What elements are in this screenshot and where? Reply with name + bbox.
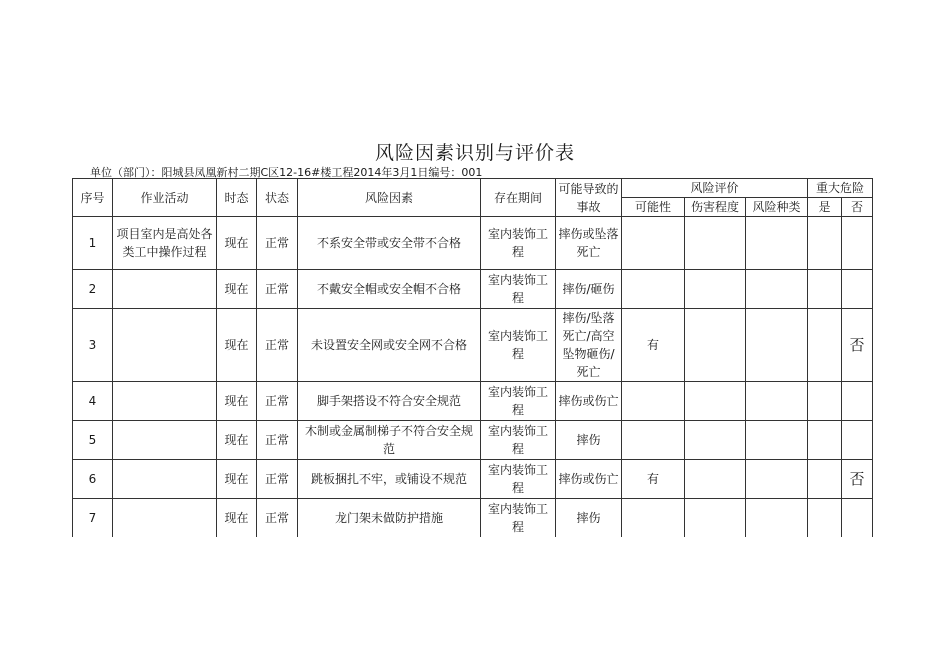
cell-state: 正常	[257, 382, 298, 421]
cell-activity: 项目室内是高处各类工中操作过程	[113, 217, 217, 270]
table-row	[73, 421, 873, 460]
header-yes: 是	[808, 198, 842, 217]
cell-state: 正常	[257, 309, 298, 382]
cell-factor: 不系安全带或安全带不合格	[298, 217, 481, 270]
cell-major-yes	[808, 309, 842, 382]
cell-major-no	[842, 421, 873, 460]
cell-factor: 跳板捆扎不牢，或铺设不规范	[298, 460, 481, 499]
cell-accident: 摔伤或伤亡	[556, 460, 622, 499]
cell-activity	[113, 382, 217, 421]
cell-likelihood	[622, 421, 685, 460]
cell-category	[746, 309, 808, 382]
cell-tense: 现在	[217, 309, 257, 382]
cell-category	[746, 499, 808, 538]
cell-tense: 现在	[217, 217, 257, 270]
cell-period: 室内装饰工程	[481, 382, 556, 421]
cell-period: 室内装饰工程	[481, 460, 556, 499]
cell-no: 3	[73, 309, 113, 382]
table-row	[73, 382, 873, 421]
cell-major-yes	[808, 270, 842, 309]
cell-harm	[685, 270, 746, 309]
header-category: 风险种类	[746, 198, 808, 217]
cell-major-no	[842, 270, 873, 309]
page-title: 风险因素识别与评价表	[374, 142, 575, 164]
header-likelihood: 可能性	[622, 198, 685, 217]
cell-major-yes	[808, 217, 842, 270]
cell-harm	[685, 499, 746, 538]
cell-accident: 摔伤或坠落死亡	[556, 217, 622, 270]
cell-likelihood	[622, 382, 685, 421]
cell-major-yes	[808, 421, 842, 460]
cell-likelihood	[622, 499, 685, 538]
cell-state: 正常	[257, 499, 298, 538]
cell-period: 室内装饰工程	[481, 499, 556, 538]
cell-period: 室内装饰工程	[481, 421, 556, 460]
table-row	[73, 270, 873, 309]
cell-no: 1	[73, 217, 113, 270]
cell-major-yes	[808, 382, 842, 421]
unit-line: 单位（部门）：阳城县凤凰新村二期C区12-16#楼工程2014年3月1日编号：001	[90, 166, 483, 179]
cell-state: 正常	[257, 217, 298, 270]
cell-factor: 脚手架搭设不符合安全规范	[298, 382, 481, 421]
cell-likelihood	[622, 217, 685, 270]
table-row	[73, 499, 873, 538]
header-period: 存在期间	[481, 179, 556, 217]
cell-harm	[685, 217, 746, 270]
header-state: 状态	[257, 179, 298, 217]
cell-period: 室内装饰工程	[481, 309, 556, 382]
cell-no: 2	[73, 270, 113, 309]
cell-accident: 摔伤或伤亡	[556, 382, 622, 421]
cell-accident: 摔伤	[556, 421, 622, 460]
header-tense: 时态	[217, 179, 257, 217]
cell-major-no	[842, 217, 873, 270]
header-eval: 风险评价	[622, 179, 808, 198]
cell-category	[746, 460, 808, 499]
cell-activity	[113, 309, 217, 382]
table-row	[73, 217, 873, 270]
header-no-col: 否	[842, 198, 873, 217]
cell-activity	[113, 421, 217, 460]
cell-category	[746, 270, 808, 309]
cell-harm	[685, 460, 746, 499]
cell-activity	[113, 270, 217, 309]
header-accident: 可能导致的事故	[556, 179, 622, 217]
cell-tense: 现在	[217, 499, 257, 538]
cell-tense: 现在	[217, 460, 257, 499]
header-factor: 风险因素	[298, 179, 481, 217]
cell-major-yes	[808, 460, 842, 499]
risk-table	[72, 178, 873, 537]
cell-no: 6	[73, 460, 113, 499]
cell-factor: 未设置安全网或安全网不合格	[298, 309, 481, 382]
cell-likelihood	[622, 270, 685, 309]
cell-activity	[113, 460, 217, 499]
cell-harm	[685, 421, 746, 460]
cell-no: 5	[73, 421, 113, 460]
cell-category	[746, 382, 808, 421]
cell-major-yes	[808, 499, 842, 538]
cell-factor: 龙门架未做防护措施	[298, 499, 481, 538]
cell-activity	[113, 499, 217, 538]
header-no: 序号	[73, 179, 113, 217]
cell-factor: 不戴安全帽或安全帽不合格	[298, 270, 481, 309]
header-row-1	[73, 179, 873, 198]
cell-tense: 现在	[217, 270, 257, 309]
cell-tense: 现在	[217, 382, 257, 421]
cell-major-no: 否	[842, 460, 873, 499]
cell-no: 7	[73, 499, 113, 538]
cell-tense: 现在	[217, 421, 257, 460]
cell-no: 4	[73, 382, 113, 421]
cell-period: 室内装饰工程	[481, 217, 556, 270]
cell-major-no	[842, 499, 873, 538]
cell-category	[746, 421, 808, 460]
cell-factor: 木制或金属制梯子不符合安全规范	[298, 421, 481, 460]
cell-state: 正常	[257, 421, 298, 460]
table-row	[73, 309, 873, 382]
cell-likelihood: 有	[622, 460, 685, 499]
cell-category	[746, 217, 808, 270]
table-row	[73, 460, 873, 499]
header-activity: 作业活动	[113, 179, 217, 217]
cell-harm	[685, 309, 746, 382]
cell-period: 室内装饰工程	[481, 270, 556, 309]
cell-state: 正常	[257, 270, 298, 309]
cell-harm	[685, 382, 746, 421]
header-harm: 伤害程度	[685, 198, 746, 217]
cell-accident: 摔伤/砸伤	[556, 270, 622, 309]
cell-accident: 摔伤	[556, 499, 622, 538]
cell-likelihood: 有	[622, 309, 685, 382]
cell-state: 正常	[257, 460, 298, 499]
cell-accident: 摔伤/坠落死亡/高空坠物砸伤/死亡	[556, 309, 622, 382]
header-major: 重大危险	[808, 179, 873, 198]
cell-major-no	[842, 382, 873, 421]
cell-major-no: 否	[842, 309, 873, 382]
